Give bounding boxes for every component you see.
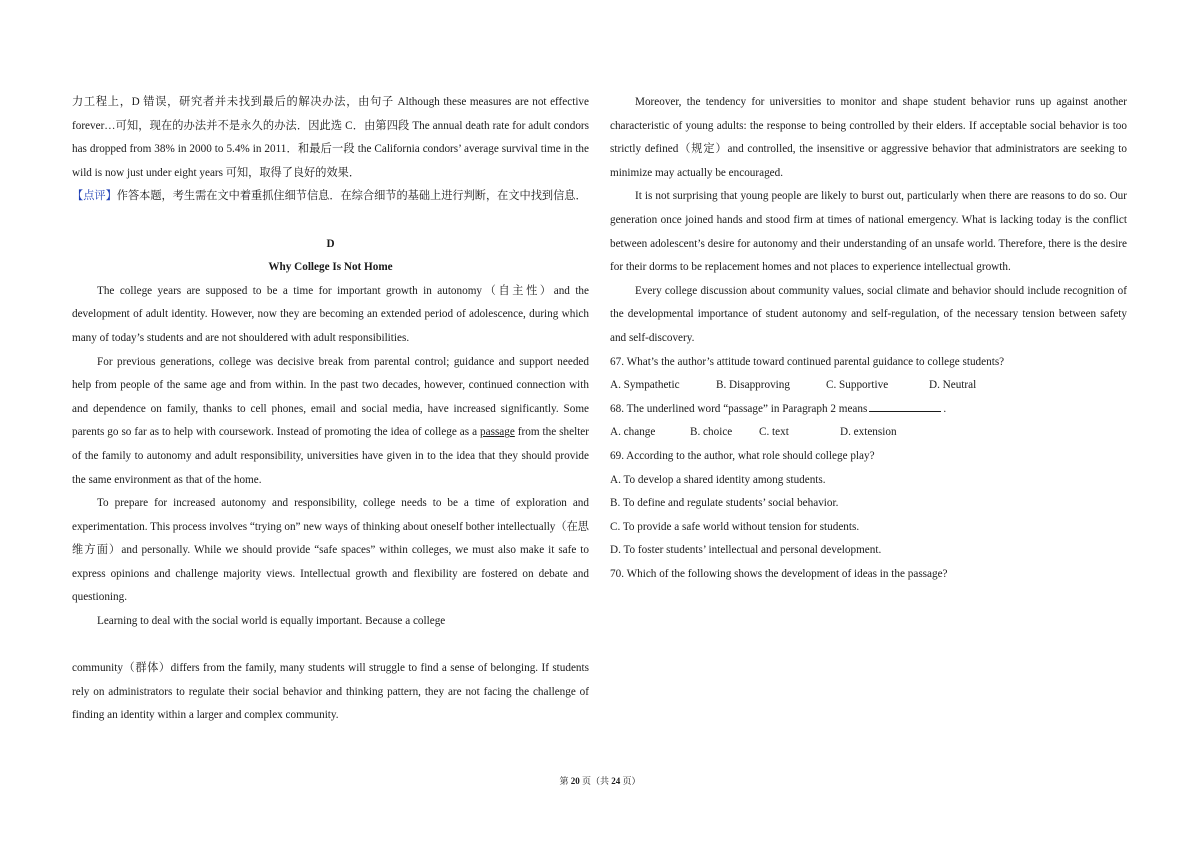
paragraph-text: from the shelter of the family to autonomy and adult responsibility, universities have given in to the idea that they should provide the same environment as that of the home.: [72, 426, 589, 486]
comment-paragraph: [72, 185, 589, 209]
option-a: A. To develop a shared identity among students.: [610, 473, 826, 486]
question-70: 70. Which of the following shows the development of ideas in the passage?: [610, 567, 948, 580]
option-c: C. Supportive: [826, 379, 889, 392]
passage-title: Why College Is Not Home: [268, 261, 393, 274]
option-b: B. Disapproving: [716, 379, 790, 392]
total-pages: 24: [611, 776, 621, 786]
passage-paragraph-3: To prepare for increased autonomy and responsibility, college needs to be a time of exploration and experimentation. This process involves “trying on” new ways of thinking about oneself bother intellectually（在思维方面）and personally. While we should provide “safe spaces” within colleges, we must also make it safe to express opinions and challenge majority views. Intellectual growth and flexibility are fostered on debate and questioning.: [72, 497, 589, 604]
option-d: D. extension: [840, 426, 897, 439]
question-67-options: [610, 374, 1127, 398]
spacer: [72, 209, 589, 233]
footer-text: 页（共: [579, 776, 612, 786]
option-c: C. To provide a safe world without tension for students.: [610, 520, 860, 533]
option-b: B. To define and regulate students’ social behavior.: [610, 497, 839, 510]
passage-paragraph-4-continued: community（群体）differs from the family, many students will struggle to find a sense of belonging. If students rely on administrators to regulate their social behavior and thinking pattern, they are not facing the challenge of finding an identity within a larger and complex community.: [72, 662, 589, 722]
option-a: A. change: [610, 426, 656, 439]
question-text: 68. The underlined word “passage” in Paragraph 2 means: [610, 402, 868, 415]
passage-paragraph-4: Learning to deal with the social world is equally important. Because a college: [97, 615, 446, 628]
paragraph-text: For previous generations, college was decisive break from parental control; guidance and support needed help from people of the same age and from within. In the past two decades, however, continued connection with and dependence on family, thanks to cell phones, email and social media, have increased significantly. Some parents go so far as to help with coursework. Instead of promoting the idea of college as a: [72, 355, 589, 439]
footer-text: 第: [559, 776, 571, 786]
option-a: A. Sympathetic: [610, 379, 680, 392]
comment-text: 作答本题，考生需在文中着重抓住细节信息．在综合细节的基础上进行判断，在文中找到信息．: [116, 190, 587, 203]
spacer: [72, 634, 589, 658]
underlined-word: passage: [480, 426, 515, 439]
footer-text: 页）: [620, 776, 641, 786]
question-end: .: [943, 402, 947, 415]
option-d: D. To foster students’ intellectual and personal development.: [610, 544, 882, 557]
section-letter: D: [326, 237, 335, 250]
right-column: [610, 91, 1127, 586]
passage-paragraph-1: The college years are supposed to be a time for important growth in autonomy（自主性）and the development of adult identity. However, now they are becoming an extended period of adolescence, during which many of today’s students and are not shouldered with adult responsibilities.: [72, 284, 589, 344]
passage-paragraph-6: It is not surprising that young people are likely to burst out, particularly when there are reasons to do so. Our generation once joined hands and stood firm at times of national emergency. What is lacking today is the conflict between adolescent’s desire for autonomy and their understanding of an unsafe world. Therefore, there is the desire for their dorms to be replacement homes and not places to experience intellectual growth.: [610, 190, 1127, 274]
question-67: 67. What’s the author’s attitude toward continued parental guidance to college students?: [610, 355, 1005, 368]
comment-tag: 【点评】: [72, 190, 117, 203]
passage-paragraph-7: Every college discussion about community values, social climate and behavior should include recognition of the developmental importance of student autonomy and self-regulation, of the necessary tension between safety and self-discovery.: [610, 284, 1127, 344]
page-number: 20: [570, 776, 580, 786]
passage-paragraph-2: [72, 351, 589, 493]
answer-blank: [869, 399, 941, 412]
left-column: [72, 91, 589, 728]
option-c: C. text: [759, 426, 789, 439]
question-69: 69. According to the author, what role should college play?: [610, 449, 875, 462]
page-footer: [0, 774, 1200, 787]
option-d: D. Neutral: [929, 379, 977, 392]
question-68: [610, 398, 1127, 422]
passage-paragraph-5: Moreover, the tendency for universities to monitor and shape student behavior runs up against another characteristic of young adults: the response to being controlled by their elders. If acceptable social behavior is too strictly defined（规定）and controlled, the insensitive or aggressive behavior that administrators are seeking to minimize may actually be encouraged.: [610, 96, 1127, 179]
answer-explanation: 力工程上，D 错误，研究者并未找到最后的解决办法，由句子 Although these measures are not effective forever…可知，现在的办法并不是永久的办法．因此选 C．由第四段 The annual death rate for adult condors has dropped from 38% in 2000 to 5.4% in 2011．和最后一段 the California condors’ average survival time in the wild is now just under eight years 可知，取得了良好的效果．: [72, 96, 589, 179]
option-b: B. choice: [690, 426, 733, 439]
question-68-options: [610, 421, 1127, 445]
